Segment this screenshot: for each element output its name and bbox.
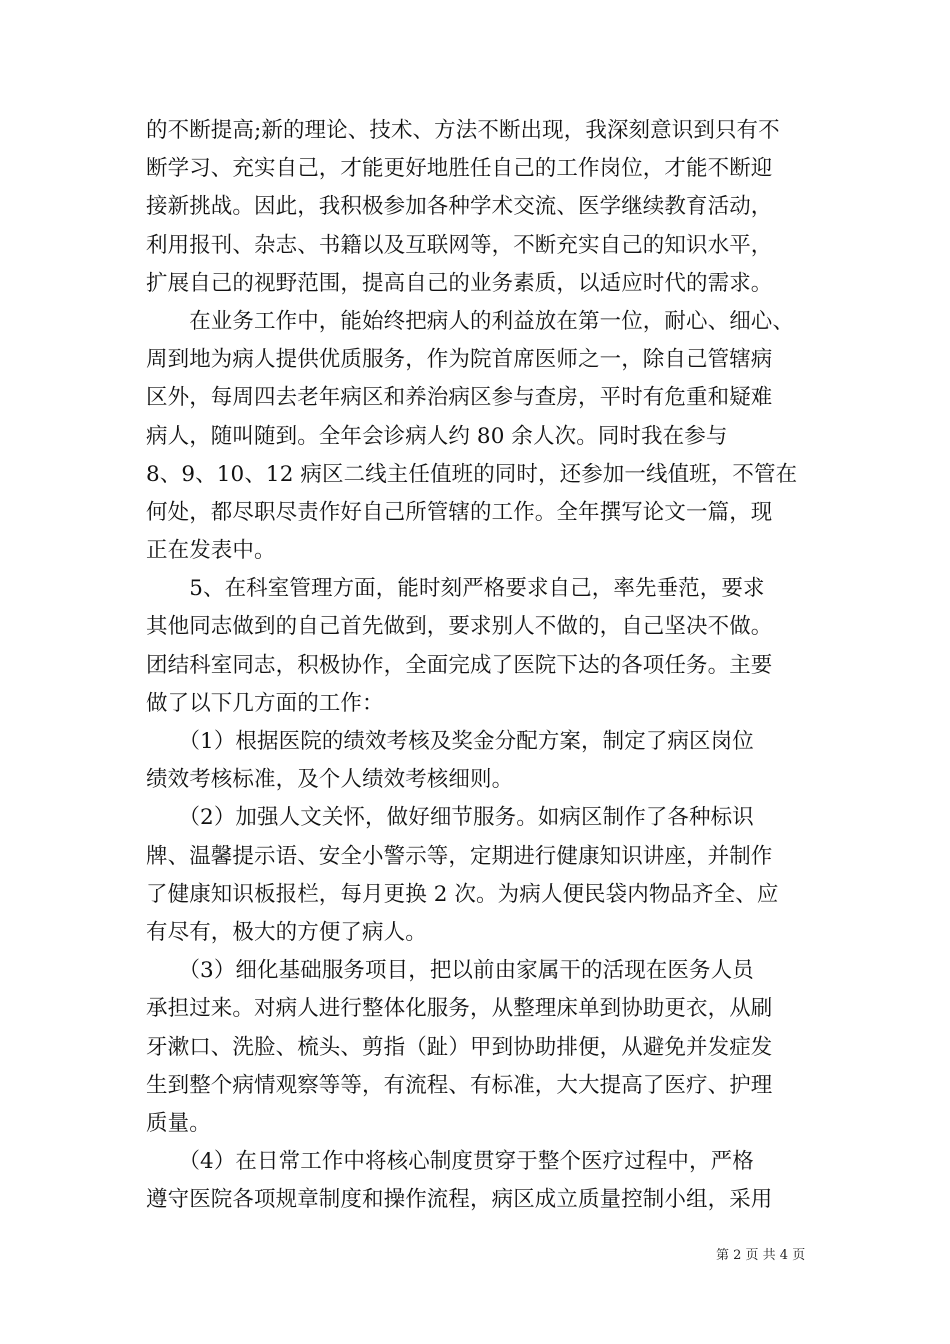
text-line: 的不断提高;新的理论、技术、方法不断出现，我深刻意识到只有不 [146,118,780,143]
text-line: （4）在日常工作中将核心制度贯穿于整个医疗过程中，严格 [146,1149,754,1175]
text-line: 生到整个病情观察等等，有流程、有标准，大大提高了医疗、护理 [146,1072,773,1098]
text-line: 牌、温馨提示语、安全小警示等，定期进行健康知识讲座，并制作 [146,843,773,869]
text-line: 正在发表中。 [146,538,276,564]
text-line: 牙漱口、洗脸、梳头、剪指（趾）甲到协助排便，从避免并发症发 [146,1034,773,1060]
text-line: 利用报刊、杂志、书籍以及互联网等，不断充实自己的知识水平， [146,232,773,258]
text-line: 了健康知识板报栏，每月更换 2 次。为病人便民袋内物品齐全、应 [146,881,779,907]
text-line: （1）根据医院的绩效考核及奖金分配方案，制定了病区岗位 [146,729,754,754]
text-line: 接新挑战。因此，我积极参加各种学术交流、医学继续教育活动， [146,194,773,220]
text-line: 其他同志做到的自己首先做到，要求别人不做的，自己坚决不做。 [146,614,773,640]
document-body [146,112,812,1219]
text-line: 团结科室同志，积极协作，全面完成了医院下达的各项任务。主要 [146,652,773,678]
text-line: 承担过来。对病人进行整体化服务，从整理床单到协助更衣，从刷 [146,996,773,1022]
text-line: 做了以下几方面的工作： [146,690,384,716]
text-line: 扩展自己的视野范围，提高自己的业务素质，以适应时代的需求。 [146,270,773,296]
text-line: 5、在科室管理方面，能时刻严格要求自己，率先垂范，要求 [146,576,765,602]
text-line: 病人，随叫随到。全年会诊病人约 80 余人次。同时我在参与 [146,423,728,449]
text-line: 有尽有，极大的方便了病人。 [146,919,427,945]
text-line: 质量。 [146,1110,211,1136]
text-line: （2）加强人文关怀，做好细节服务。如病区制作了各种标识 [146,805,754,831]
text-line: 断学习、充实自己，才能更好地胜任自己的工作岗位，才能不断迎 [146,156,773,182]
text-line: 何处，都尽职尽责作好自己所管辖的工作。全年撰写论文一篇，现 [146,499,773,525]
page-number-footer: 第 2 页 共 4 页 [716,1248,806,1263]
text-line: 遵守医院各项规章制度和操作流程，病区成立质量控制小组，采用 [146,1187,773,1213]
text-line: 在业务工作中，能始终把病人的利益放在第一位，耐心、细心、 [146,308,795,334]
text-line: （3）细化基础服务项目，把以前由家属干的活现在医务人员 [146,958,754,984]
text-line: 绩效考核标准，及个人绩效考核细则。 [146,767,514,793]
text-line: 区外，每周四去老年病区和养治病区参与查房，平时有危重和疑难 [146,385,773,411]
text-line: 周到地为病人提供优质服务，作为院首席医师之一，除自己管辖病 [146,347,773,373]
text-line: 8、9、10、12 病区二线主任值班的同时，还参加一线值班，不管在 [146,461,798,487]
